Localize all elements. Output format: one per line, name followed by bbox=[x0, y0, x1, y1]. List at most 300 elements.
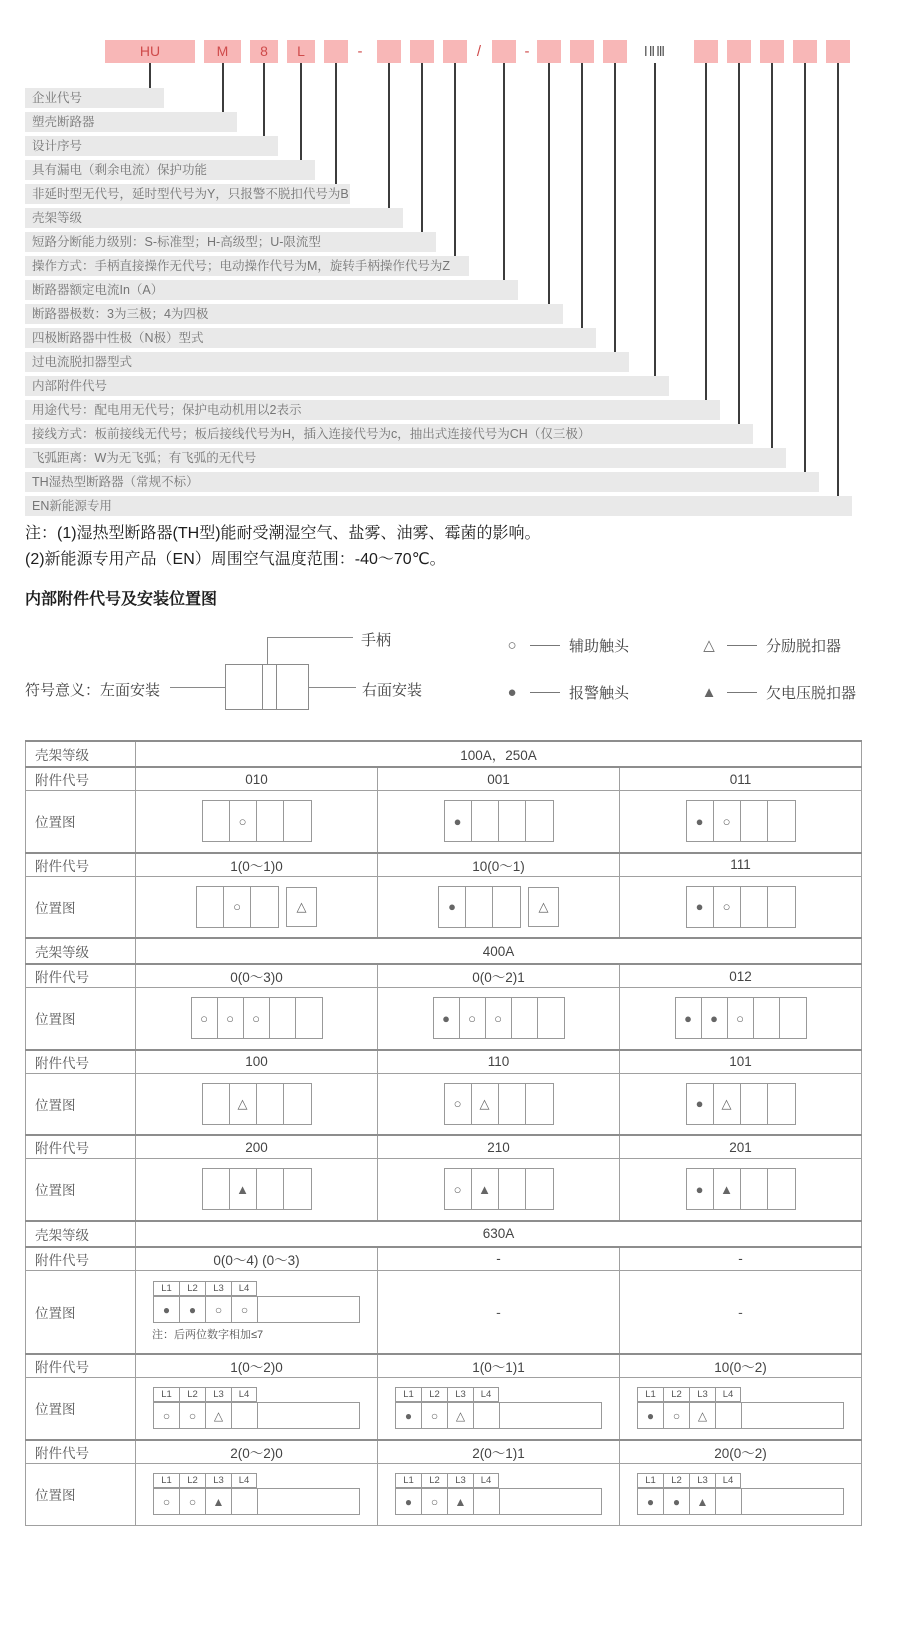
code-description: 断路器额定电流In（A） bbox=[25, 280, 518, 300]
pole-label-row bbox=[395, 1473, 499, 1488]
empty-slot-area bbox=[258, 1297, 359, 1322]
row-header-position-diagram: 位置图 bbox=[26, 988, 136, 1050]
frame-level-row bbox=[26, 741, 862, 767]
pole-label: L2 bbox=[179, 1473, 205, 1488]
pole-diagram bbox=[637, 1387, 844, 1429]
accessory-slot: ○ bbox=[232, 1297, 258, 1322]
breaker-position-diagram bbox=[382, 1387, 615, 1429]
empty-slot-area bbox=[500, 1403, 601, 1428]
accessory-slot: ▲ bbox=[448, 1489, 474, 1514]
row-header-accessory-code: 附件代号 bbox=[26, 1354, 136, 1378]
breaker-position-diagram bbox=[140, 1083, 373, 1125]
pole-label: L3 bbox=[205, 1281, 231, 1296]
pole-label: L4 bbox=[231, 1281, 257, 1296]
accessory-slot bbox=[203, 1084, 230, 1124]
code-segment: ⅠⅡⅢ bbox=[643, 44, 667, 59]
position-diagram-cell bbox=[620, 1270, 862, 1354]
accessory-slot: ○ bbox=[714, 887, 741, 927]
accessory-slot: ● bbox=[154, 1297, 180, 1322]
accessory-slot bbox=[741, 887, 768, 927]
empty-slot-area bbox=[500, 1489, 601, 1514]
leader-line bbox=[335, 63, 337, 184]
accessory-slot bbox=[768, 887, 795, 927]
leader-line bbox=[454, 63, 456, 256]
accessory-slot-row bbox=[395, 1488, 602, 1515]
accessory-slot: ● bbox=[676, 998, 702, 1038]
note-line-2: (2)新能源专用产品（EN）周围空气温度范围：-40～70℃。 bbox=[25, 551, 446, 568]
dash-placeholder: - bbox=[496, 1303, 501, 1320]
legend-item-label: 辅助触头 bbox=[569, 637, 630, 655]
accessory-slot: ▲ bbox=[690, 1489, 716, 1514]
pole-label-row bbox=[153, 1387, 257, 1402]
position-diagram-cell bbox=[378, 1159, 620, 1221]
breaker-position-diagram bbox=[624, 800, 857, 842]
accessory-code-value: 1(0～1)0 bbox=[136, 853, 378, 877]
accessory-code-value: 100 bbox=[136, 1050, 378, 1074]
accessory-code-value: 200 bbox=[136, 1135, 378, 1159]
position-diagram-row bbox=[26, 1159, 862, 1221]
leader-line bbox=[263, 63, 265, 136]
breaker-position-diagram bbox=[382, 886, 615, 928]
position-diagram-cell bbox=[620, 876, 862, 938]
position-diagram-cell bbox=[378, 988, 620, 1050]
pole-diagram bbox=[637, 1473, 844, 1515]
code-description: 内部附件代号 bbox=[25, 376, 669, 396]
accessory-slot: ● bbox=[687, 887, 714, 927]
accessory-slot bbox=[754, 998, 780, 1038]
code-segment: M bbox=[204, 40, 241, 63]
filled-circle-icon: ● bbox=[507, 683, 517, 701]
pole-label-row bbox=[395, 1387, 499, 1402]
leader-line bbox=[771, 63, 773, 448]
code-segment bbox=[324, 40, 348, 63]
accessory-slot: ● bbox=[180, 1297, 206, 1322]
pole-label: L2 bbox=[663, 1473, 689, 1488]
legend-item-alarm-contact bbox=[503, 683, 629, 701]
accessory-slot bbox=[257, 1084, 284, 1124]
accessory-slot bbox=[526, 1084, 553, 1124]
pole-label: L3 bbox=[447, 1473, 473, 1488]
accessory-slot bbox=[493, 887, 520, 927]
accessory-slot: ○ bbox=[728, 998, 754, 1038]
code-description: 飞弧距离：W为无飞弧；有飞弧的无代号 bbox=[25, 448, 786, 468]
accessory-slot bbox=[257, 801, 284, 841]
accessory-code-value: 012 bbox=[620, 964, 862, 988]
code-segment: L bbox=[287, 40, 315, 63]
row-header-position-diagram: 位置图 bbox=[26, 1159, 136, 1221]
leader-line bbox=[222, 63, 224, 112]
accessory-slot bbox=[538, 998, 564, 1038]
breaker-position-diagram bbox=[140, 800, 373, 842]
position-diagram-cell bbox=[620, 1073, 862, 1135]
accessory-slot bbox=[203, 801, 230, 841]
accessory-slot: △ bbox=[230, 1084, 257, 1124]
accessory-slot bbox=[296, 998, 322, 1038]
accessory-slot bbox=[741, 1169, 768, 1209]
legend-item-label: 欠电压脱扣器 bbox=[766, 684, 857, 702]
accessory-slot bbox=[232, 1489, 258, 1514]
note-line-1: 注：(1)湿热型断路器(TH型)能耐受潮湿空气、盐雾、油雾、霉菌的影响。 bbox=[25, 525, 541, 542]
left-mount-line bbox=[170, 687, 225, 688]
row-header-accessory-code: 附件代号 bbox=[26, 767, 136, 791]
code-description: 接线方式：板前接线无代号；板后接线代号为H，插入连接代号为c，抽出式连接代号为CH（仅三极） bbox=[25, 424, 753, 444]
code-segment: 8 bbox=[250, 40, 278, 63]
breaker-position-diagram bbox=[382, 1473, 615, 1515]
accessory-slot: ○ bbox=[486, 998, 512, 1038]
pole-label: L4 bbox=[231, 1387, 257, 1402]
accessory-slot-box bbox=[686, 886, 796, 928]
empty-slot-area bbox=[258, 1403, 359, 1428]
accessory-slot: ○ bbox=[445, 1084, 472, 1124]
breaker-position-diagram bbox=[624, 886, 857, 928]
accessory-slot: ● bbox=[445, 801, 472, 841]
empty-slot-area bbox=[742, 1489, 843, 1514]
pole-diagram bbox=[153, 1387, 360, 1429]
accessory-code-value: 110 bbox=[378, 1050, 620, 1074]
position-diagram-row bbox=[26, 1270, 862, 1354]
accessory-slot: △ bbox=[206, 1403, 232, 1428]
accessory-code-value: - bbox=[620, 1247, 862, 1271]
legend-item-aux-contact bbox=[503, 636, 629, 654]
accessory-slot: ● bbox=[638, 1489, 664, 1514]
code-segment bbox=[826, 40, 850, 63]
accessory-slot-box bbox=[196, 886, 279, 928]
pole-label: L3 bbox=[689, 1387, 715, 1402]
pole-label: L3 bbox=[205, 1473, 231, 1488]
right-mount-line bbox=[309, 687, 356, 688]
row-header-accessory-code: 附件代号 bbox=[26, 1440, 136, 1464]
accessory-slot: ● bbox=[702, 998, 728, 1038]
accessory-slot bbox=[499, 1084, 526, 1124]
accessory-slot-box bbox=[686, 1083, 796, 1125]
breaker-position-diagram bbox=[140, 997, 373, 1039]
accessory-code-value: 2(0～2)0 bbox=[136, 1440, 378, 1464]
accessory-slot: △ bbox=[448, 1403, 474, 1428]
row-header-position-diagram: 位置图 bbox=[26, 1073, 136, 1135]
pole-label-row bbox=[637, 1473, 741, 1488]
breaker-position-diagram bbox=[140, 1281, 373, 1342]
leader-line bbox=[300, 63, 302, 160]
open-circle-icon: ○ bbox=[507, 636, 517, 654]
code-segment bbox=[377, 40, 401, 63]
accessory-slot: ▲ bbox=[714, 1169, 741, 1209]
leader-line bbox=[581, 63, 583, 328]
accessory-slot: ● bbox=[638, 1403, 664, 1428]
accessory-slot-box bbox=[202, 800, 312, 842]
empty-slot-area bbox=[742, 1403, 843, 1428]
frame-level-row bbox=[26, 1221, 862, 1247]
code-description: EN新能源专用 bbox=[25, 496, 852, 516]
pole-label: L3 bbox=[689, 1473, 715, 1488]
accessory-slot: △ bbox=[472, 1084, 499, 1124]
accessory-code-value: 2(0～1)1 bbox=[378, 1440, 620, 1464]
accessory-slot-box bbox=[202, 1083, 312, 1125]
accessory-slot bbox=[741, 801, 768, 841]
accessory-slot: ○ bbox=[224, 887, 251, 927]
accessory-slot: ○ bbox=[154, 1403, 180, 1428]
position-diagram-cell bbox=[378, 791, 620, 853]
breaker-position-diagram bbox=[624, 997, 857, 1039]
breaker-position-diagram bbox=[624, 1387, 857, 1429]
accessory-slot-row bbox=[153, 1296, 360, 1323]
accessory-slot bbox=[270, 998, 296, 1038]
leader-line bbox=[804, 63, 806, 472]
leader-line bbox=[388, 63, 390, 208]
accessory-slot bbox=[716, 1489, 742, 1514]
pole-label: L4 bbox=[473, 1473, 499, 1488]
accessory-slot: ● bbox=[687, 1084, 714, 1124]
accessory-slot bbox=[741, 1084, 768, 1124]
leader-line bbox=[654, 63, 656, 376]
accessory-slot bbox=[512, 998, 538, 1038]
accessory-slot: ● bbox=[396, 1489, 422, 1514]
pole-label: L1 bbox=[395, 1387, 421, 1402]
pole-label-row bbox=[153, 1281, 257, 1296]
accessory-code-row bbox=[26, 1440, 862, 1464]
accessory-code-value: 20(0～2) bbox=[620, 1440, 862, 1464]
accessory-slot: ▲ bbox=[230, 1169, 257, 1209]
legend-item-label: 分励脱扣器 bbox=[766, 637, 842, 655]
accessory-slot bbox=[768, 801, 795, 841]
legend-connector-line bbox=[530, 645, 560, 646]
legend-item-label: 报警触头 bbox=[569, 684, 630, 702]
pole-label: L4 bbox=[231, 1473, 257, 1488]
accessory-code-row bbox=[26, 964, 862, 988]
empty-slot-area bbox=[258, 1489, 359, 1514]
accessory-slot-box bbox=[191, 997, 323, 1039]
leader-line bbox=[503, 63, 505, 280]
accessory-slot: ● bbox=[687, 1169, 714, 1209]
row-header-position-diagram: 位置图 bbox=[26, 1463, 136, 1525]
accessory-slot bbox=[466, 887, 493, 927]
position-diagram-row bbox=[26, 1073, 862, 1135]
accessory-slot: ○ bbox=[244, 998, 270, 1038]
code-description: 过电流脱扣器型式 bbox=[25, 352, 629, 372]
accessory-slot: ● bbox=[396, 1403, 422, 1428]
accessory-slot: ○ bbox=[206, 1297, 232, 1322]
handle-label: 手柄 bbox=[361, 632, 392, 649]
accessory-slot: ○ bbox=[230, 801, 257, 841]
accessory-code-row bbox=[26, 853, 862, 877]
accessory-slot-row bbox=[153, 1488, 360, 1515]
pole-diagram bbox=[153, 1473, 360, 1515]
row-header-position-diagram: 位置图 bbox=[26, 1270, 136, 1354]
position-diagram-cell bbox=[378, 1378, 620, 1440]
row-header-accessory-code: 附件代号 bbox=[26, 1247, 136, 1271]
accessory-slot: ○ bbox=[664, 1403, 690, 1428]
breaker-position-diagram bbox=[382, 997, 615, 1039]
accessory-slot bbox=[472, 801, 499, 841]
position-diagram-cell bbox=[136, 1378, 378, 1440]
code-description: 四极断路器中性极（N极）型式 bbox=[25, 328, 596, 348]
pole-diagram bbox=[395, 1473, 602, 1515]
accessory-slot: ○ bbox=[154, 1489, 180, 1514]
row-header-position-diagram: 位置图 bbox=[26, 791, 136, 853]
mount-meaning-label: 符号意义：左面安装 bbox=[25, 682, 161, 699]
accessory-code-value: 210 bbox=[378, 1135, 620, 1159]
accessory-slot-detached: △ bbox=[528, 887, 559, 927]
code-segment bbox=[537, 40, 561, 63]
model-code-diagram bbox=[0, 0, 900, 520]
row-header-accessory-code: 附件代号 bbox=[26, 853, 136, 877]
accessory-slot bbox=[284, 801, 311, 841]
notes-block bbox=[25, 521, 541, 573]
code-segment bbox=[410, 40, 434, 63]
accessory-code-value: 010 bbox=[136, 767, 378, 791]
code-segment: HU bbox=[105, 40, 195, 63]
pole-label: L4 bbox=[715, 1387, 741, 1402]
accessory-slot: ● bbox=[687, 801, 714, 841]
position-diagram-cell bbox=[620, 791, 862, 853]
accessory-code-row bbox=[26, 1135, 862, 1159]
accessory-slot: ○ bbox=[460, 998, 486, 1038]
accessory-code-row bbox=[26, 1354, 862, 1378]
code-segment bbox=[603, 40, 627, 63]
position-diagram-cell bbox=[136, 1463, 378, 1525]
code-separator: - bbox=[524, 43, 530, 60]
breaker-position-diagram bbox=[382, 1083, 615, 1125]
code-segment bbox=[443, 40, 467, 63]
accessory-code-value: 10(0～2) bbox=[620, 1354, 862, 1378]
position-diagram-cell bbox=[620, 1463, 862, 1525]
accessory-slot-row bbox=[637, 1402, 844, 1429]
diagram-note: 注：后两位数字相加≤7 bbox=[152, 1329, 264, 1342]
accessory-slot-box bbox=[444, 800, 554, 842]
code-description: 塑壳断路器 bbox=[25, 112, 237, 132]
row-header-frame-level: 壳架等级 bbox=[26, 938, 136, 964]
pole-label: L2 bbox=[421, 1473, 447, 1488]
breaker-outline bbox=[225, 664, 309, 710]
pole-label: L1 bbox=[637, 1387, 663, 1402]
position-diagram-cell bbox=[378, 1270, 620, 1354]
accessory-code-row bbox=[26, 1050, 862, 1074]
row-header-frame-level: 壳架等级 bbox=[26, 741, 136, 767]
pole-diagram bbox=[153, 1281, 360, 1323]
frame-level-value: 630A bbox=[136, 1221, 862, 1247]
accessory-slot-detached: △ bbox=[286, 887, 317, 927]
row-header-frame-level: 壳架等级 bbox=[26, 1221, 136, 1247]
breaker-position-diagram bbox=[140, 1473, 373, 1515]
code-segment bbox=[492, 40, 516, 63]
accessory-slot bbox=[499, 1169, 526, 1209]
code-description: 设计序号 bbox=[25, 136, 278, 156]
accessory-slot: ○ bbox=[180, 1489, 206, 1514]
accessory-slot: ○ bbox=[445, 1169, 472, 1209]
accessory-code-value: 0(0～2)1 bbox=[378, 964, 620, 988]
position-diagram-row bbox=[26, 988, 862, 1050]
breaker-position-diagram bbox=[140, 1168, 373, 1210]
position-diagram-cell bbox=[136, 876, 378, 938]
handle-pointer-line bbox=[267, 637, 353, 638]
accessory-code-value: - bbox=[378, 1247, 620, 1271]
accessory-slot bbox=[716, 1403, 742, 1428]
code-description: 操作方式：手柄直接操作无代号；电动操作代号为M，旋转手柄操作代号为Z bbox=[25, 256, 469, 276]
pole-label: L1 bbox=[637, 1473, 663, 1488]
position-diagram-cell bbox=[136, 1073, 378, 1135]
legend-item-undervoltage-release bbox=[700, 683, 856, 701]
position-diagram-cell bbox=[136, 1270, 378, 1354]
code-description: 企业代号 bbox=[25, 88, 164, 108]
pole-label: L4 bbox=[473, 1387, 499, 1402]
code-segment bbox=[694, 40, 718, 63]
accessory-slot bbox=[257, 1169, 284, 1209]
breaker-position-diagram bbox=[624, 1473, 857, 1515]
accessory-slot bbox=[780, 998, 806, 1038]
legend-connector-line bbox=[530, 692, 560, 693]
accessory-slot: ● bbox=[439, 887, 466, 927]
pole-label: L2 bbox=[421, 1387, 447, 1402]
pole-label-row bbox=[637, 1387, 741, 1402]
accessory-slot: ▲ bbox=[206, 1489, 232, 1514]
pole-label: L4 bbox=[715, 1473, 741, 1488]
accessory-slot: △ bbox=[690, 1403, 716, 1428]
accessory-slot: ○ bbox=[192, 998, 218, 1038]
accessory-slot-box bbox=[675, 997, 807, 1039]
accessory-slot: ○ bbox=[422, 1489, 448, 1514]
position-diagram-row bbox=[26, 791, 862, 853]
accessory-slot-box bbox=[686, 800, 796, 842]
leader-line bbox=[149, 63, 151, 88]
breaker-position-diagram bbox=[382, 800, 615, 842]
accessory-code-value: 111 bbox=[620, 853, 862, 877]
accessory-slot bbox=[526, 1169, 553, 1209]
accessory-slot bbox=[768, 1169, 795, 1209]
position-diagram-row bbox=[26, 876, 862, 938]
position-diagram-row bbox=[26, 1463, 862, 1525]
row-header-position-diagram: 位置图 bbox=[26, 1378, 136, 1440]
breaker-position-diagram bbox=[140, 886, 373, 928]
leader-line bbox=[837, 63, 839, 496]
code-segment bbox=[570, 40, 594, 63]
accessory-code-value: 1(0～1)1 bbox=[378, 1354, 620, 1378]
accessory-code-value: 1(0～2)0 bbox=[136, 1354, 378, 1378]
breaker-position-diagram bbox=[624, 1168, 857, 1210]
accessory-slot-box bbox=[444, 1083, 554, 1125]
code-description: 用途代号：配电用无代号；保护电动机用以2表示 bbox=[25, 400, 720, 420]
accessory-slot bbox=[526, 801, 553, 841]
accessory-code-row bbox=[26, 767, 862, 791]
breaker-position-diagram bbox=[140, 1387, 373, 1429]
accessory-slot-row bbox=[395, 1402, 602, 1429]
breaker-position-diagram bbox=[624, 1083, 857, 1125]
pole-label: L2 bbox=[179, 1281, 205, 1296]
accessory-slot-box bbox=[686, 1168, 796, 1210]
code-description: 断路器极数：3为三极；4为四极 bbox=[25, 304, 563, 324]
code-segment bbox=[760, 40, 784, 63]
pole-label: L3 bbox=[205, 1387, 231, 1402]
dash-placeholder: - bbox=[738, 1303, 743, 1320]
section-title: 内部附件代号及安装位置图 bbox=[25, 591, 218, 608]
accessory-table bbox=[25, 740, 862, 1526]
accessory-slot bbox=[232, 1403, 258, 1428]
breaker-divider bbox=[262, 665, 263, 709]
pole-label: L1 bbox=[153, 1473, 179, 1488]
code-description: TH湿热型断路器（常规不标） bbox=[25, 472, 819, 492]
accessory-slot bbox=[203, 1169, 230, 1209]
code-description: 具有漏电（剩余电流）保护功能 bbox=[25, 160, 315, 180]
leader-line bbox=[614, 63, 616, 352]
accessory-slot: ▲ bbox=[472, 1169, 499, 1209]
pole-label: L2 bbox=[663, 1387, 689, 1402]
leader-line bbox=[421, 63, 423, 232]
pole-label: L1 bbox=[153, 1387, 179, 1402]
code-separator: / bbox=[476, 43, 482, 60]
legend-connector-line bbox=[727, 645, 757, 646]
accessory-slot: ● bbox=[434, 998, 460, 1038]
row-header-position-diagram: 位置图 bbox=[26, 876, 136, 938]
pole-diagram bbox=[395, 1387, 602, 1429]
accessory-code-value: 101 bbox=[620, 1050, 862, 1074]
